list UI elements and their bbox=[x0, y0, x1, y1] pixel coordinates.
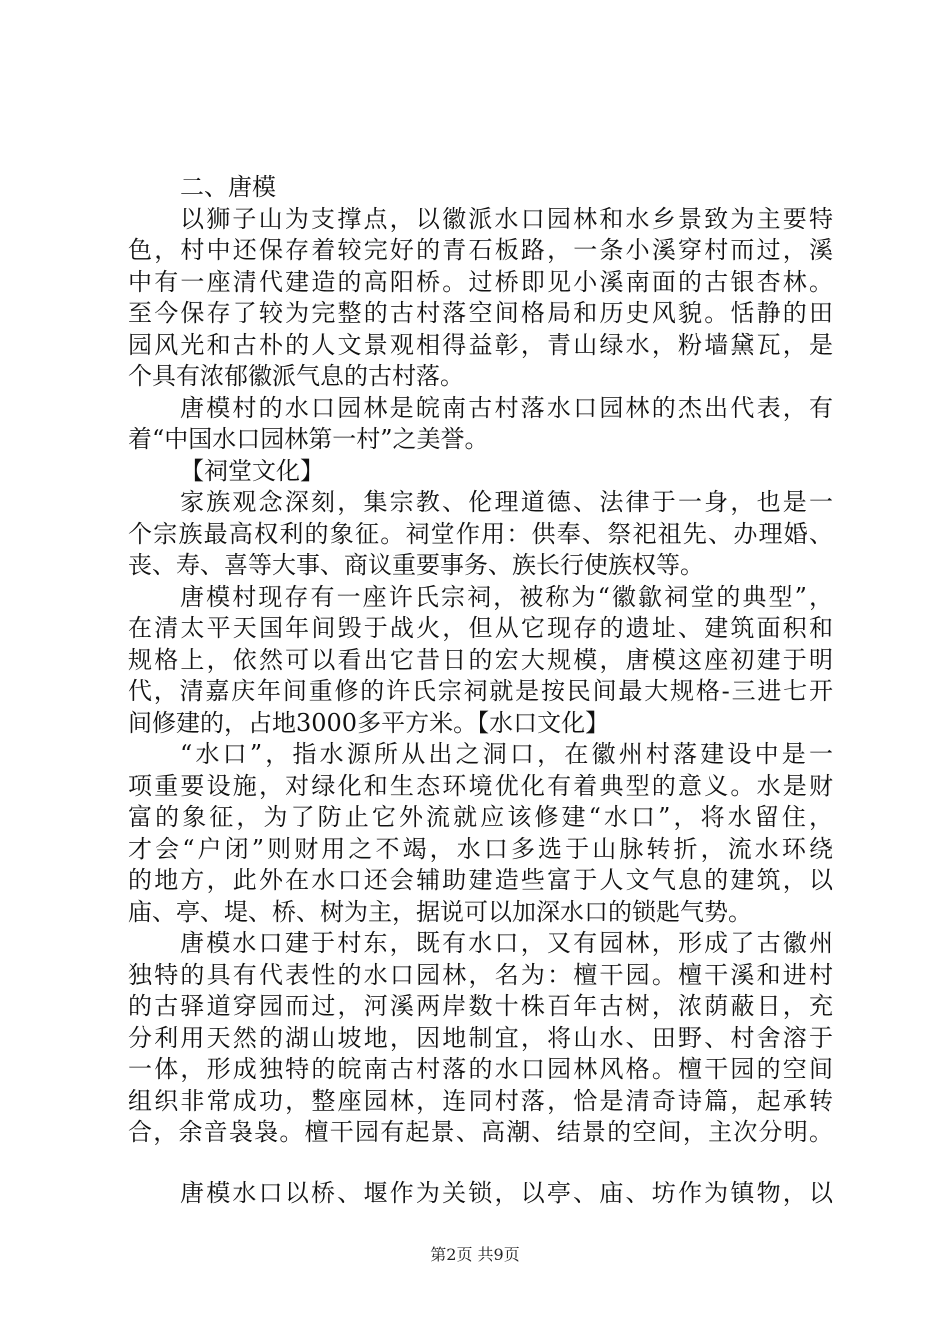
text-line: 家族观念深刻，集宗教、伦理道德、法律于一身，也是一 bbox=[180, 488, 833, 516]
page-footer: 第2页 共9页 bbox=[430, 1245, 520, 1264]
text-line-final: 唐模水口以桥、堰作为关锁，以亭、庙、坊作为镇物，以 bbox=[180, 1178, 833, 1207]
text-line: 间修建的，占地3000多平方米。【水口文化】 bbox=[128, 708, 610, 737]
text-line: 唐模村现存有一座许氏宗祠，被称为“徽歙祠堂的典型”， bbox=[180, 582, 833, 611]
text-line: 规格上，依然可以看出它昔日的宏大规模，唐模这座初建于明 bbox=[128, 645, 833, 674]
text-line: 一体，形成独特的皖南古村落的水口园林风格。檀干园的空间 bbox=[128, 1055, 833, 1083]
text-line: 着“中国水口园林第一村”之美誉。 bbox=[128, 425, 489, 453]
text-line: 【祠堂文化】 bbox=[180, 456, 324, 485]
text-line: 唐模村的水口园林是皖南古村落水口园林的杰出代表，有 bbox=[180, 393, 833, 422]
text-line: 的古驿道穿园而过，河溪两岸数十株百年古树，浓荫蔽日，充 bbox=[128, 992, 833, 1020]
text-line: 至今保存了较为完整的古村落空间格局和历史风貌。恬静的田 bbox=[128, 299, 833, 327]
text-line: 独特的具有代表性的水口园林，名为：檀干园。檀干溪和进村 bbox=[128, 960, 833, 989]
text-line: 色，村中还保存着较完好的青石板路，一条小溪穿村而过，溪 bbox=[128, 236, 833, 264]
text-line: 的地方，此外在水口还会辅助建造些富于人文气息的建筑，以 bbox=[128, 866, 833, 894]
text-line: 富的象征，为了防止它外流就应该修建“水口”，将水留住， bbox=[128, 803, 833, 831]
text-line: 分利用天然的湖山坡地，因地制宜，将山水、田野、村舍溶于 bbox=[128, 1023, 833, 1052]
text-line: 才会“户闭”则财用之不竭，水口多选于山脉转折，流水环绕 bbox=[128, 834, 833, 863]
text-line: 合，余音袅袅。檀干园有起景、高潮、结景的空间，主次分明。 bbox=[128, 1118, 833, 1146]
text-line: 唐模水口建于村东，既有水口，又有园林，形成了古徽州 bbox=[180, 929, 833, 957]
text-line: 在清太平天国年间毁于战火，但从它现存的遗址、建筑面积和 bbox=[128, 614, 833, 642]
text-line: 组织非常成功，整座园林，连同村落，恰是清奇诗篇，起承转 bbox=[128, 1086, 833, 1115]
text-line: 二、唐模 bbox=[180, 173, 276, 201]
text-line: 项重要设施，对绿化和生态环境优化有着典型的意义。水是财 bbox=[128, 771, 833, 800]
text-line: “水口”，指水源所从出之洞口，在徽州村落建设中是一 bbox=[180, 740, 833, 768]
text-line: 个宗族最高权利的象征。祠堂作用：供奉、祭祀祖先、办理婚、 bbox=[128, 519, 833, 548]
text-line: 个具有浓郁徽派气息的古村落。 bbox=[128, 362, 464, 390]
document-body bbox=[128, 172, 833, 1209]
text-line: 园风光和古朴的人文景观相得益彰，青山绿水，粉墙黛瓦，是 bbox=[128, 330, 833, 359]
text-line: 庙、亭、堤、桥、树为主，据说可以加深水口的锁匙气势。 bbox=[128, 897, 752, 926]
text-line: 丧、寿、喜等大事、商议重要事务、族长行使族权等。 bbox=[128, 551, 704, 579]
paragraph-gap bbox=[128, 1149, 833, 1178]
text-line: 代，清嘉庆年间重修的许氏宗祠就是按民间最大规格-三进七开 bbox=[128, 677, 833, 705]
text-line: 以狮子山为支撑点，以徽派水口园林和水乡景致为主要特 bbox=[180, 204, 833, 233]
text-line: 中有一座清代建造的高阳桥。过桥即见小溪南面的古银杏林。 bbox=[128, 267, 833, 296]
